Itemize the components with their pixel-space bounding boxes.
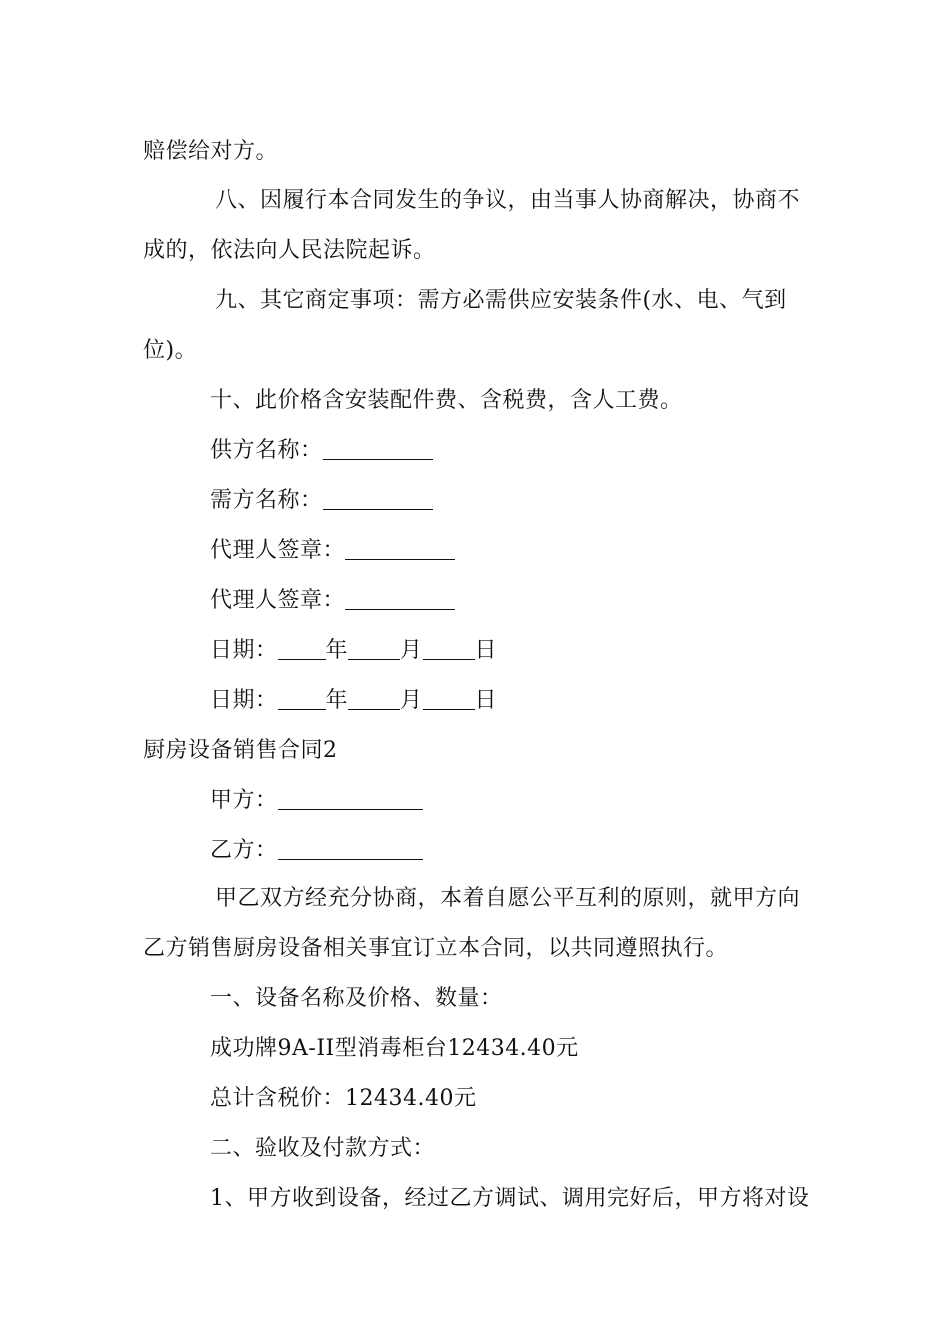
month-label: 月 — [400, 638, 423, 663]
year-blank — [278, 689, 326, 710]
clause-ten: 十、此价格含安装配件费、含税费，含人工费。 — [210, 388, 683, 413]
date-line — [210, 686, 497, 716]
supplier-name-blank — [323, 439, 433, 460]
agent-signature-line — [210, 536, 455, 566]
party-a-label: 甲方： — [210, 788, 278, 813]
date-label: 日期： — [210, 638, 278, 663]
total-price: 总计含税价：12434.40元 — [210, 1086, 477, 1111]
date-label: 日期： — [210, 688, 278, 713]
supplier-name-line — [210, 436, 433, 466]
supplier-name-label: 供方名称： — [210, 438, 323, 463]
clause-eight: 八、因履行本合同发生的争议，由当事人协商解决，协商不 — [215, 188, 801, 213]
day-label: 日 — [474, 638, 498, 663]
date-line — [210, 636, 497, 666]
clause-nine: 九、其它商定事项：需方必需供应安装条件(水、电、气到 — [215, 288, 787, 313]
year-label: 年 — [325, 688, 349, 713]
month-blank — [348, 639, 400, 660]
day-blank — [423, 639, 475, 660]
agent-signature-line — [210, 586, 455, 616]
party-a-blank — [278, 789, 423, 810]
agent-signature-label: 代理人签章： — [210, 538, 346, 563]
equipment-item: 成功牌9A-II型消毒柜台12434.40元 — [210, 1036, 579, 1061]
section-heading: 二、验收及付款方式： — [210, 1136, 436, 1161]
month-label: 月 — [400, 688, 423, 713]
party-a-line — [210, 786, 423, 816]
intro-paragraph: 甲乙双方经充分协商，本着自愿公平互利的原则，就甲方向 — [215, 886, 801, 911]
day-blank — [423, 689, 475, 710]
clause-line: 1、甲方收到设备，经过乙方调试、调用完好后，甲方将对设 — [210, 1186, 810, 1211]
party-b-line — [210, 836, 423, 866]
buyer-name-label: 需方名称： — [210, 488, 323, 513]
year-label: 年 — [325, 638, 349, 663]
contract-title: 厨房设备销售合同2 — [143, 738, 338, 763]
section-heading: 一、设备名称及价格、数量： — [210, 986, 503, 1011]
text-line: 成的，依法向人民法院起诉。 — [143, 238, 436, 263]
party-b-label: 乙方： — [210, 838, 278, 863]
day-label: 日 — [474, 688, 498, 713]
text-line: 赔偿给对方。 — [143, 139, 279, 164]
text-line: 位)。 — [143, 338, 198, 363]
agent-signature-label: 代理人签章： — [210, 588, 346, 613]
month-blank — [348, 689, 400, 710]
agent-signature-blank — [345, 539, 455, 560]
buyer-name-line — [210, 486, 433, 516]
buyer-name-blank — [323, 489, 433, 510]
intro-paragraph: 乙方销售厨房设备相关事宜订立本合同，以共同遵照执行。 — [143, 936, 729, 961]
agent-signature-blank — [345, 589, 455, 610]
year-blank — [278, 639, 326, 660]
party-b-blank — [278, 839, 423, 860]
